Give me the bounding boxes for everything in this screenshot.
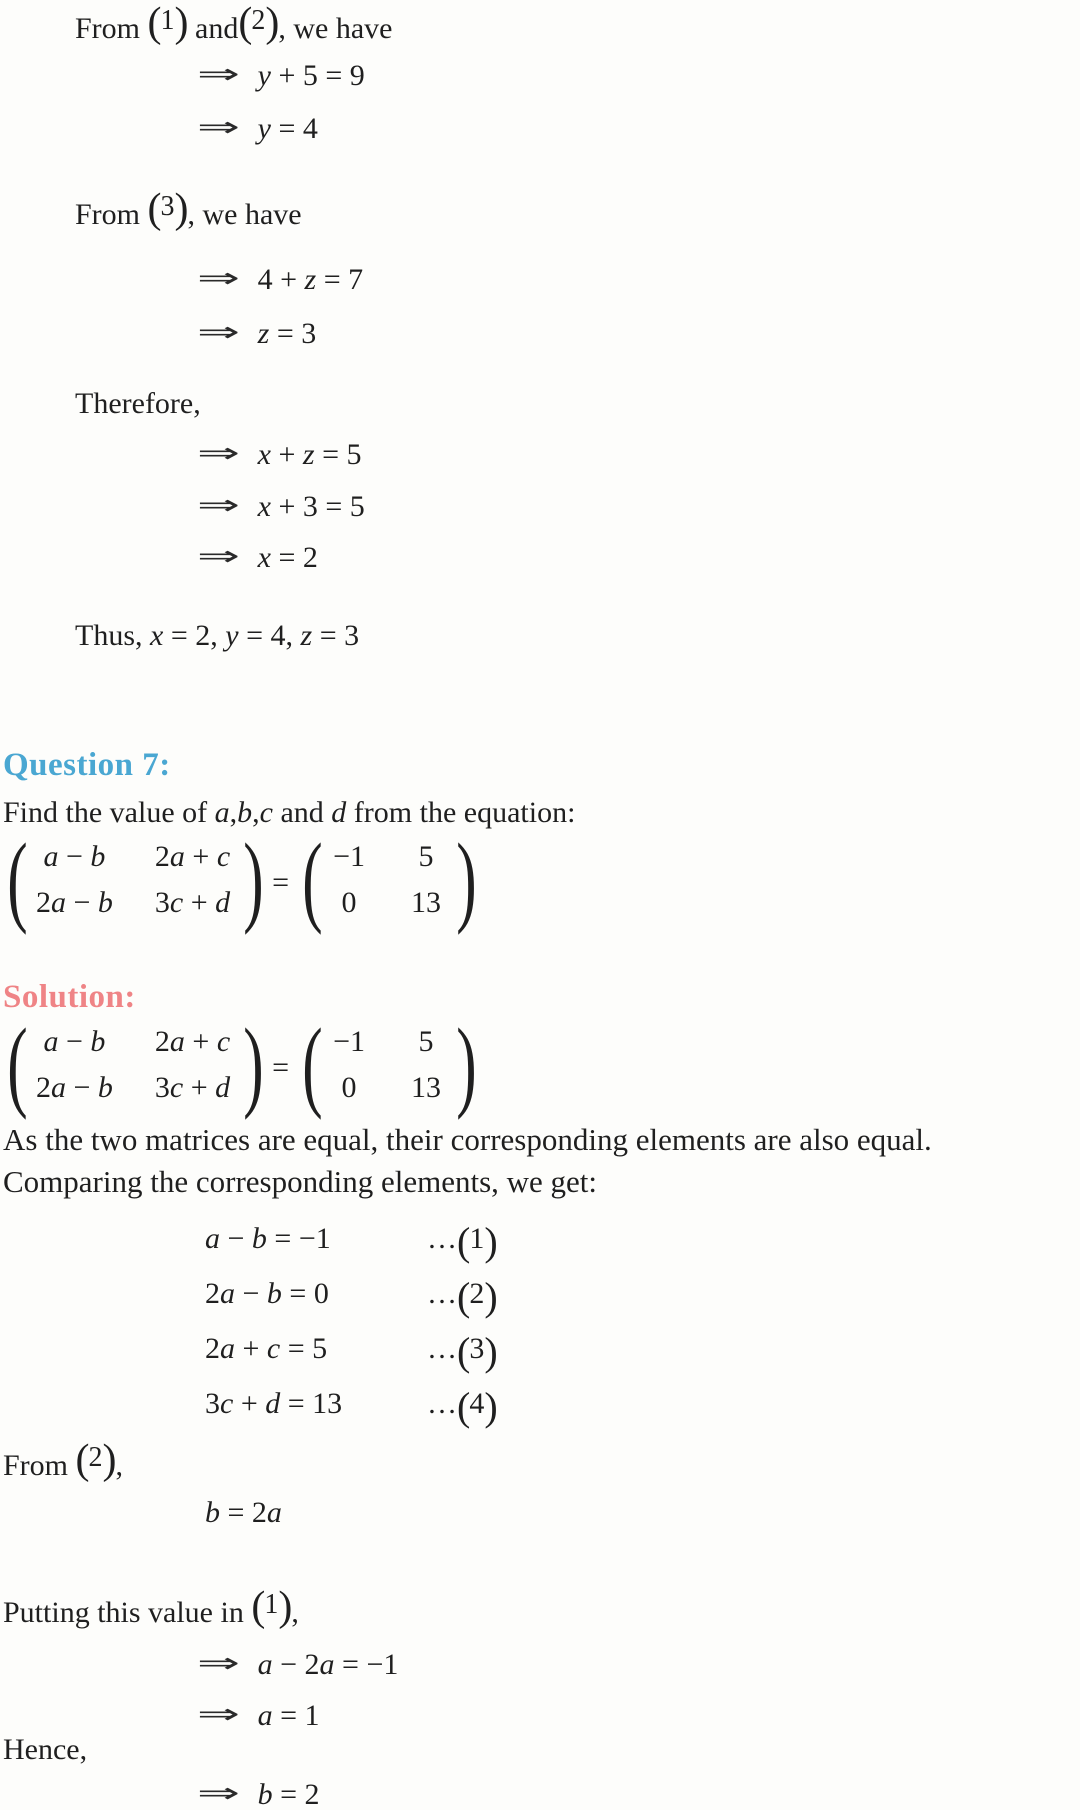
text-we-have: , we have bbox=[187, 198, 302, 231]
line-eq-x-plus-3 bbox=[197, 488, 365, 526]
line-hence bbox=[3, 1731, 87, 1769]
implies-symbol: ⇒ bbox=[197, 263, 240, 294]
equation-text: x = 2 bbox=[257, 541, 318, 574]
matrix-cell: 3c + d bbox=[154, 1071, 231, 1104]
line-eq-4-plus-z bbox=[197, 261, 363, 299]
equals-sign: = bbox=[272, 866, 290, 899]
matrix-cell: 2a − b bbox=[36, 886, 113, 919]
question-prompt bbox=[3, 794, 575, 832]
matrix-cell: 3c + d bbox=[154, 886, 231, 919]
prompt-and: and bbox=[272, 796, 332, 829]
matrix-cell: 13 bbox=[411, 886, 442, 919]
matrix-equation-question bbox=[2, 823, 477, 936]
text-comma: , bbox=[291, 1596, 299, 1629]
line-from-3 bbox=[75, 185, 302, 234]
matrix-cell: −1 bbox=[333, 1025, 366, 1058]
line-putting-value bbox=[3, 1583, 299, 1632]
implies-symbol: ⇒ bbox=[197, 490, 240, 521]
equation-row-2 bbox=[205, 1274, 497, 1320]
text-comma: , bbox=[115, 1449, 124, 1482]
question-heading-text: Question 7: bbox=[3, 747, 171, 783]
line-eq-z-equals-3 bbox=[197, 315, 316, 353]
text-hence: Hence, bbox=[3, 1733, 88, 1766]
paragraph-comparing bbox=[3, 1163, 597, 1202]
result-text: x = 2, y = 4, z = 3 bbox=[150, 619, 360, 652]
equation-row-1 bbox=[205, 1219, 497, 1265]
prompt-tail: from the equation: bbox=[346, 796, 576, 829]
equation-ref-1: (1) bbox=[251, 1583, 292, 1630]
equation-text: y + 5 = 9 bbox=[257, 59, 365, 92]
text-putting: Putting this value in bbox=[3, 1596, 252, 1629]
matrix-lhs-grid bbox=[28, 840, 238, 920]
equation-text: 3c + d = 13 bbox=[205, 1387, 343, 1420]
matrix-cell: 13 bbox=[411, 1071, 442, 1104]
equation-text: x + z = 5 bbox=[257, 438, 362, 471]
line-eq-x-equals-2 bbox=[197, 539, 318, 577]
equation-number: …(2) bbox=[427, 1274, 497, 1320]
line-eq-x-plus-z bbox=[197, 436, 361, 474]
matrix-cell: 2a + c bbox=[154, 1025, 231, 1058]
text-and: and bbox=[187, 12, 239, 45]
equation-text: 4 + z = 7 bbox=[257, 263, 364, 296]
equation-ref-3: (3) bbox=[147, 185, 188, 232]
line-thus-result bbox=[75, 617, 359, 655]
line-eq-y-plus-5 bbox=[197, 57, 365, 95]
matrix-cell: 5 bbox=[418, 840, 434, 873]
implies-symbol: ⇒ bbox=[197, 1648, 240, 1679]
equation-text: z = 3 bbox=[257, 317, 317, 350]
matrix-lhs: ( a − b 2a + c 2a − b 3c + d ) bbox=[7, 823, 264, 936]
matrix-rhs-grid bbox=[323, 840, 451, 920]
equation-ref-2: (2) bbox=[75, 1436, 116, 1483]
matrix-cell: 0 bbox=[341, 1071, 357, 1104]
line-eq-b-equals-2 bbox=[197, 1776, 320, 1810]
matrix-cell: 0 bbox=[341, 886, 357, 919]
equation-row-3 bbox=[205, 1329, 497, 1375]
equals-sign: = bbox=[272, 1051, 290, 1084]
equation-number: …(3) bbox=[427, 1329, 497, 1375]
equation-ref-2: (2) bbox=[238, 0, 279, 46]
matrix-equation-solution bbox=[2, 1008, 477, 1121]
implies-symbol: ⇒ bbox=[197, 438, 240, 469]
question-heading bbox=[3, 745, 171, 786]
prompt-variables: a,b,c bbox=[214, 796, 273, 829]
equation-text: a = 1 bbox=[257, 1699, 320, 1732]
matrix-rhs: ( −1 5 0 13 ) bbox=[302, 823, 477, 936]
matrix-cell: 2a + c bbox=[154, 840, 231, 873]
matrix-lhs: ( a − b 2a + c 2a − b 3c + d ) bbox=[7, 1008, 264, 1121]
prompt-variable-d: d bbox=[331, 796, 347, 829]
equation-row-4 bbox=[205, 1384, 497, 1430]
implies-symbol: ⇒ bbox=[197, 317, 240, 348]
paragraph-text: As the two matrices are equal, their corresponding elements are also equal. bbox=[3, 1122, 932, 1157]
text-from: From bbox=[75, 198, 148, 231]
line-therefore bbox=[75, 385, 201, 423]
matrix-cell: 2a − b bbox=[36, 1071, 113, 1104]
solution-heading-text: Solution: bbox=[3, 979, 136, 1015]
implies-symbol: ⇒ bbox=[197, 112, 240, 143]
paragraph-text: Comparing the corresponding elements, we get: bbox=[3, 1164, 598, 1199]
implies-symbol: ⇒ bbox=[197, 1699, 240, 1730]
line-b-equals-2a bbox=[205, 1494, 282, 1532]
matrix-cell: a − b bbox=[43, 1025, 106, 1058]
equation-text: a − 2a = −1 bbox=[257, 1648, 399, 1681]
equation-text: b = 2 bbox=[257, 1778, 320, 1810]
equation-ref-1: (1) bbox=[147, 0, 188, 46]
equation-text: a − b = −1 bbox=[205, 1222, 331, 1255]
matrix-cell: −1 bbox=[333, 840, 366, 873]
matrix-rhs-grid bbox=[323, 1025, 451, 1105]
equation-number: …(4) bbox=[427, 1384, 497, 1430]
line-eq-a-equals-1 bbox=[197, 1697, 320, 1735]
equation-text: x + 3 = 5 bbox=[257, 490, 365, 523]
matrix-lhs-grid bbox=[28, 1025, 238, 1105]
equation-text: b = 2a bbox=[205, 1496, 282, 1529]
text-thus: Thus, bbox=[75, 619, 150, 652]
matrix-cell: a − b bbox=[43, 840, 106, 873]
equation-text: y = 4 bbox=[257, 112, 318, 145]
implies-symbol: ⇒ bbox=[197, 59, 240, 90]
line-from-1-and-2 bbox=[75, 0, 393, 48]
text-from: From bbox=[3, 1449, 76, 1482]
prompt-lead: Find the value of bbox=[3, 796, 215, 829]
line-eq-a-minus-2a bbox=[197, 1646, 398, 1684]
paragraph-matrices-equal bbox=[3, 1121, 932, 1160]
line-from-2 bbox=[3, 1436, 124, 1485]
line-eq-y-equals-4 bbox=[197, 110, 318, 148]
text-therefore: Therefore, bbox=[75, 387, 201, 420]
implies-symbol: ⇒ bbox=[197, 1778, 240, 1809]
text-we-have: , we have bbox=[278, 12, 393, 45]
matrix-rhs: ( −1 5 0 13 ) bbox=[302, 1008, 477, 1121]
implies-symbol: ⇒ bbox=[197, 541, 240, 572]
text-from: From bbox=[75, 12, 148, 45]
equation-text: 2a − b = 0 bbox=[205, 1277, 329, 1310]
equation-number: …(1) bbox=[427, 1219, 497, 1265]
matrix-cell: 5 bbox=[418, 1025, 434, 1058]
equation-text: 2a + c = 5 bbox=[205, 1332, 328, 1365]
